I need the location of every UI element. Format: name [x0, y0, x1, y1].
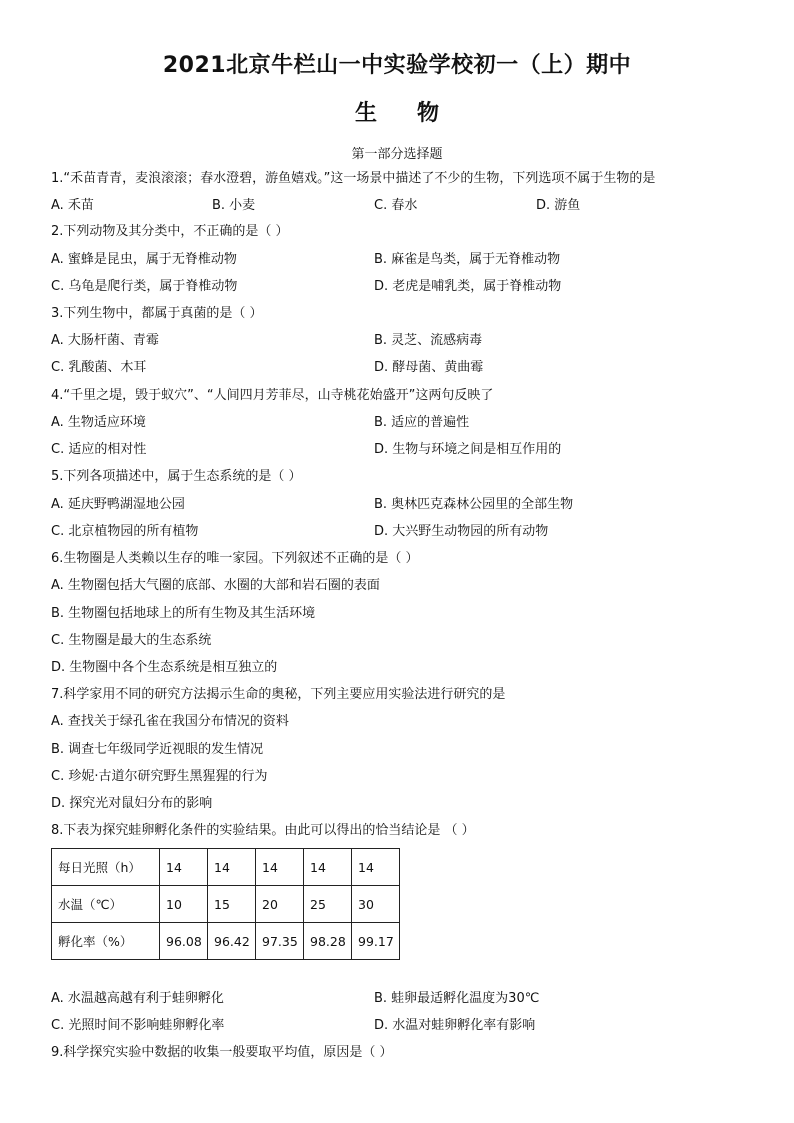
question-8-option-a: A. 水温越高越有利于蛙卵孵化: [51, 991, 224, 1006]
question-5-option-b: B. 奥林匹克森林公园里的全部生物: [374, 497, 574, 512]
table-row-label: 水温（℃）: [52, 886, 160, 923]
table-cell: 96.42: [208, 923, 256, 960]
question-7-stem: 7.科学家用不同的研究方法揭示生命的奥秘，下列主要应用实验法进行研究的是: [51, 687, 506, 702]
table-row-label: 孵化率（%）: [52, 923, 160, 960]
question-4-option-c: C. 适应的相对性: [51, 442, 147, 457]
question-6-option-c: C. 生物圈是最大的生态系统: [51, 633, 212, 648]
question-2-option-a: A. 蜜蜂是昆虫，属于无脊椎动物: [51, 252, 237, 267]
question-5-option-c: C. 北京植物园的所有植物: [51, 524, 199, 539]
question-8-stem: 8.下表为探究蛙卵孵化条件的实验结果。由此可以得出的恰当结论是 （ ）: [51, 823, 475, 838]
question-5-stem: 5.下列各项描述中，属于生态系统的是（ ）: [51, 469, 302, 484]
question-8-option-c: C. 光照时间不影响蛙卵孵化率: [51, 1018, 225, 1033]
question-4-stem: 4.“千里之堤，毁于蚁穴”、“人间四月芳菲尽，山寺桃花始盛开”这两句反映了: [51, 388, 494, 403]
table-cell: 10: [160, 886, 208, 923]
question-3-option-c: C. 乳酸菌、木耳: [51, 360, 147, 375]
table-cell: 20: [256, 886, 304, 923]
question-2-stem: 2.下列动物及其分类中，不正确的是（ ）: [51, 224, 289, 239]
question-1-option-c: C. 春水: [374, 198, 418, 213]
table-cell: 14: [208, 849, 256, 886]
table-cell: 14: [256, 849, 304, 886]
question-7-option-a: A. 查找关于绿孔雀在我国分布情况的资料: [51, 714, 289, 729]
question-6-option-a: A. 生物圈包括大气圈的底部、水圈的大部和岩石圈的表面: [51, 578, 380, 593]
table-row: [52, 923, 400, 960]
question-5-option-d: D. 大兴野生动物园的所有动物: [374, 524, 549, 539]
table-cell: 97.35: [256, 923, 304, 960]
question-8-option-b: B. 蛙卵最适孵化温度为30℃: [374, 991, 540, 1006]
subject-heading: 生物: [354, 101, 479, 126]
data-table: [51, 848, 400, 960]
page-title: 2021北京牛栏山一中实验学校初一（上）期中: [162, 53, 632, 78]
question-1-option-d: D. 游鱼: [536, 198, 581, 213]
table-cell: 30: [352, 886, 400, 923]
section-heading: 第一部分选择题: [351, 147, 443, 162]
table-row: [52, 849, 400, 886]
question-6-option-d: D. 生物圈中各个生态系统是相互独立的: [51, 660, 278, 675]
question-3-option-b: B. 灵芝、流感病毒: [374, 333, 483, 348]
question-3-option-d: D. 酵母菌、黄曲霉: [374, 360, 484, 375]
question-7-option-b: B. 调查七年级同学近视眼的发生情况: [51, 742, 264, 757]
question-2-option-d: D. 老虎是哺乳类，属于脊椎动物: [374, 279, 562, 294]
question-5-option-a: A. 延庆野鸭湖湿地公园: [51, 497, 185, 512]
question-1-option-b: B. 小麦: [212, 198, 256, 213]
question-9-stem: 9.科学探究实验中数据的收集一般要取平均值，原因是（ ）: [51, 1045, 393, 1060]
table-cell: 25: [304, 886, 352, 923]
question-7-option-d: D. 探究光对鼠妇分布的影响: [51, 796, 213, 811]
question-4-option-a: A. 生物适应环境: [51, 415, 146, 430]
question-1-stem: 1.“禾苗青青，麦浪滚滚；春水澄碧，游鱼嬉戏。”这一场景中描述了不少的生物，下列选项不属于生物的是: [51, 171, 656, 186]
table-cell: 99.17: [352, 923, 400, 960]
question-6-stem: 6.生物圈是人类赖以生存的唯一家园。下列叙述不正确的是（ ）: [51, 551, 419, 566]
question-8-option-d: D. 水温对蛙卵孵化率有影响: [374, 1018, 536, 1033]
question-2-option-b: B. 麻雀是鸟类，属于无脊椎动物: [374, 252, 561, 267]
question-3-stem: 3.下列生物中，都属于真菌的是（ ）: [51, 306, 263, 321]
question-3-option-a: A. 大肠杆菌、青霉: [51, 333, 159, 348]
question-1-option-a: A. 禾苗: [51, 198, 94, 213]
question-4-option-d: D. 生物与环境之间是相互作用的: [374, 442, 562, 457]
table-row: [52, 886, 400, 923]
table-cell: 14: [160, 849, 208, 886]
table-cell: 14: [304, 849, 352, 886]
table-cell: 15: [208, 886, 256, 923]
question-7-option-c: C. 珍妮·古道尔研究野生黑猩猩的行为: [51, 769, 268, 784]
table-cell: 14: [352, 849, 400, 886]
table-cell: 96.08: [160, 923, 208, 960]
question-4-option-b: B. 适应的普遍性: [374, 415, 470, 430]
question-6-option-b: B. 生物圈包括地球上的所有生物及其生活环境: [51, 606, 316, 621]
question-2-option-c: C. 乌龟是爬行类，属于脊椎动物: [51, 279, 238, 294]
table-row-label: 每日光照（h）: [52, 849, 160, 886]
table-cell: 98.28: [304, 923, 352, 960]
